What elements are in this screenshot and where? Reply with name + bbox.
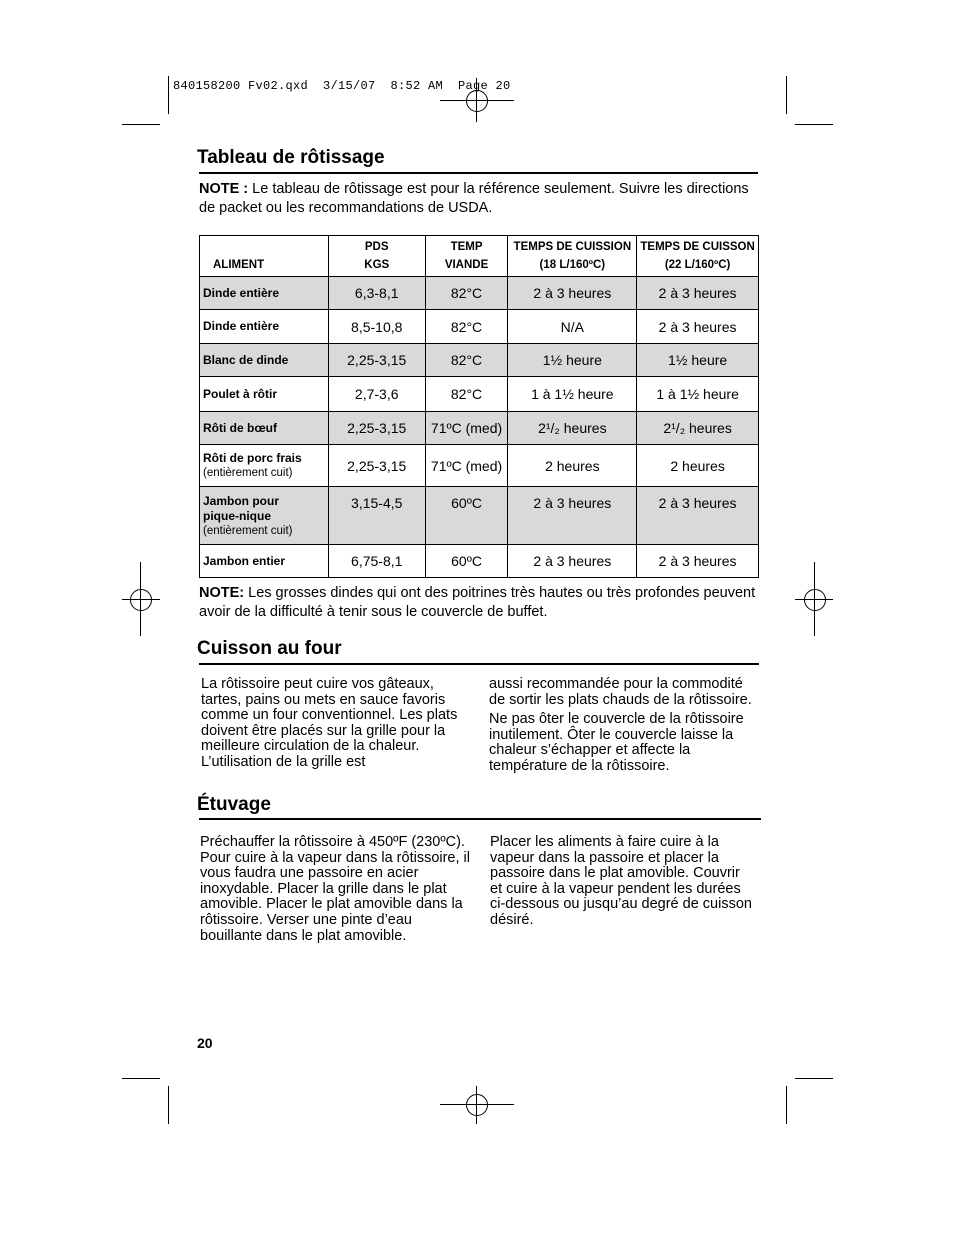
oven-text-right (489, 677, 761, 779)
row-temp: 71ºC (med) (425, 445, 508, 487)
row-temp: 82°C (425, 377, 508, 412)
row-temp: 60ºC (425, 487, 508, 545)
section-title-oven: Cuisson au four (197, 638, 342, 659)
roasting-table (199, 235, 759, 578)
table-row (200, 545, 759, 578)
row-food: Blanc de dinde (200, 344, 329, 377)
crop-mark (168, 76, 169, 114)
crop-mark (786, 76, 787, 114)
registration-mark (130, 589, 152, 611)
note-text: Le tableau de rôtissage est pour la référence seulement. Suivre les directions de packet ou les recommandations de USDA. (199, 181, 749, 216)
row-temp: 82°C (425, 310, 508, 344)
note-label: NOTE : (199, 181, 249, 197)
row-weight: 6,75-8,1 (328, 545, 425, 578)
row-weight: 2,25-3,15 (328, 412, 425, 445)
header-time-22l: TEMPS DE CUISSON (22 L/160ºC) (637, 236, 759, 277)
paragraph: aussi recommandée pour la commodité de sortir les plats chauds de la rôtissoire. (489, 676, 752, 708)
row-time-18l: 2 à 3 heures (508, 277, 637, 310)
header-food: ALIMENT (200, 236, 329, 277)
registration-mark (814, 562, 815, 636)
row-temp: 82°C (425, 344, 508, 377)
row-time-22l: 2 heures (637, 445, 759, 487)
registration-mark (476, 1086, 477, 1124)
row-food: Rôti de porc frais (entièrement cuit) (200, 445, 329, 487)
steaming-text-left (200, 835, 472, 948)
row-food-note: (entièrement cuit) (203, 466, 293, 479)
row-food: Jambon pour pique-nique (entièrement cuit) (200, 487, 329, 545)
table-header-row (200, 236, 759, 277)
crop-mark (795, 1078, 833, 1079)
registration-mark (466, 90, 488, 112)
registration-mark (140, 562, 141, 636)
row-temp: 82°C (425, 277, 508, 310)
row-time-18l: 2 à 3 heures (508, 487, 637, 545)
row-time-18l: 2 à 3 heures (508, 545, 637, 578)
header-temp: TEMP VIANDE (425, 236, 508, 277)
registration-mark (122, 599, 160, 600)
section-title-roasting-chart: Tableau de rôtissage (197, 147, 385, 168)
row-time-22l: 2 à 3 heures (637, 277, 759, 310)
row-time-22l: 1 à 1½ heure (637, 377, 759, 412)
table-row (200, 445, 759, 487)
header-weight: PDS KGS (328, 236, 425, 277)
paragraph: Placer les aliments à faire cuire à la vapeur dans la passoire et placer la passoire dans le plat amovible. Couvrir et cuire à la vapeur pendent les durées ci-dessous ou jusqu’au degré de cuisson désiré. (490, 834, 752, 928)
row-food-note: (entièrement cuit) (203, 525, 293, 537)
row-time-22l: 1½ heure (637, 344, 759, 377)
row-time-22l: 2 à 3 heures (637, 487, 759, 545)
row-temp: 60ºC (425, 545, 508, 578)
header-time-18l: TEMPS DE CUISSION (18 L/160ºC) (508, 236, 637, 277)
section-title-steaming: Étuvage (197, 794, 271, 815)
oven-text-left (201, 677, 464, 775)
row-time-18l: 1 à 1½ heure (508, 377, 637, 412)
note-text: Les grosses dindes qui ont des poitrines très hautes ou très profondes peuvent avoir de la difficulté à tenir sous le couvercle de buffet. (199, 585, 756, 620)
row-weight: 3,15-4,5 (328, 487, 425, 545)
crop-mark (786, 1086, 787, 1124)
table-row (200, 377, 759, 412)
steaming-text-right (490, 835, 755, 933)
registration-mark (440, 100, 514, 101)
row-time-18l: 1½ heure (508, 344, 637, 377)
registration-mark (440, 1104, 514, 1105)
row-time-18l: 2¹/₂ heures (508, 412, 637, 445)
section-rule (199, 818, 761, 820)
crop-mark (122, 1078, 160, 1079)
row-time-18l: 2 heures (508, 445, 637, 487)
registration-mark (804, 589, 826, 611)
row-weight: 2,25-3,15 (328, 445, 425, 487)
page-number: 20 (197, 1035, 213, 1051)
paragraph: La rôtissoire peut cuire vos gâteaux, tartes, pains ou mets en sauce favoris comme un four conventionnel. Les plats doivent être placés sur la grille pour la meilleure circulation de la chaleur. L’utilisation de la grille est (201, 676, 458, 770)
paragraph: Préchauffer la rôtissoire à 450ºF (230ºC). Pour cuire à la vapeur dans la rôtissoire, il vous faudra une passoire en acier inoxydable. Placer la grille dans le plat amovible. Placer le plat amovible dans la rôtissoire. Verser une pinte d’eau bouillante dans le plat amovible. (200, 834, 470, 944)
turkey-note (199, 584, 759, 622)
row-food: Dinde entière (200, 310, 329, 344)
section-rule (199, 172, 758, 174)
row-time-22l: 2 à 3 heures (637, 545, 759, 578)
row-food: Poulet à rôtir (200, 377, 329, 412)
table-row (200, 344, 759, 377)
row-time-22l: 2 à 3 heures (637, 310, 759, 344)
table-row (200, 310, 759, 344)
crop-mark (168, 1086, 169, 1124)
crop-mark (795, 124, 833, 125)
table-row (200, 277, 759, 310)
section-rule (199, 663, 759, 665)
table-row (200, 487, 759, 545)
crop-mark (122, 124, 160, 125)
table-row (200, 412, 759, 445)
registration-mark (466, 1094, 488, 1116)
row-weight: 2,25-3,15 (328, 344, 425, 377)
row-time-22l: 2¹/₂ heures (637, 412, 759, 445)
row-temp: 71ºC (med) (425, 412, 508, 445)
row-weight: 2,7-3,6 (328, 377, 425, 412)
row-weight: 8,5-10,8 (328, 310, 425, 344)
row-food: Dinde entière (200, 277, 329, 310)
row-time-18l: N/A (508, 310, 637, 344)
paragraph: Ne pas ôter le couvercle de la rôtissoire inutilement. Ôter le couvercle laisse la chaleur s’échapper et affecte la température de la rôtissoire. (489, 711, 744, 774)
row-food: Jambon entier (200, 545, 329, 578)
note-label: NOTE: (199, 585, 245, 601)
roasting-note (199, 180, 759, 218)
row-weight: 6,3-8,1 (328, 277, 425, 310)
row-food: Rôti de bœuf (200, 412, 329, 445)
file-slug: 840158200 Fv02.qxd 3/15/07 8:52 AM Page 20 (173, 79, 511, 93)
